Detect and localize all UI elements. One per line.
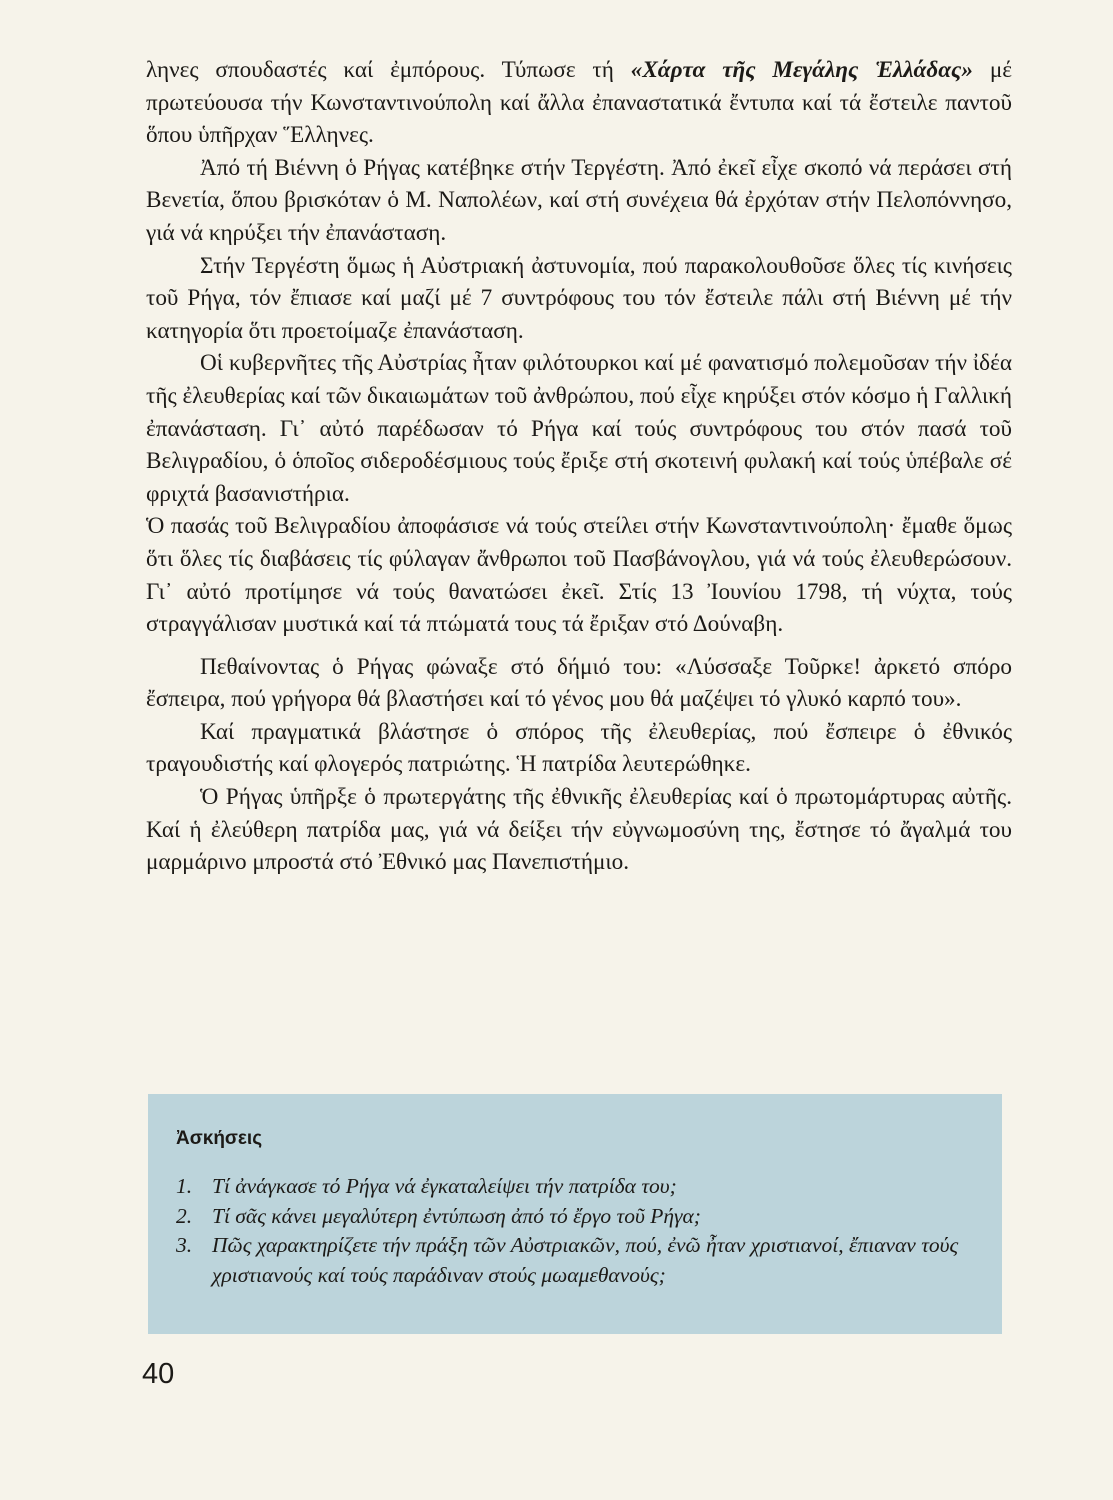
paragraph-8: Ὁ Ρήγας ὑπῆρξε ὁ πρωτεργάτης τῆς ἐθνικῆς ἐλευθερίας καί ὁ πρωτομάρτυρας αὐτῆς. Καί ἡ ἐλεύθερη πατρίδα μας, γιά νά δείξει τήν εὐγνωμοσύνη της, ἔστησε τό ἄγαλμά του μαρμάρινο μπροστά στό Ἐθνικό μας Πανεπιστήμιο. — [146, 784, 1012, 876]
exercise-question: Πῶς χαρακτηρίζετε τήν πράξη τῶν Αὐστριακῶν, πού, ἐνῶ ἦταν χριστιανοί, ἔπιαναν τούς χριστιανούς καί τούς παράδιναν στούς μωαμεθανούς; — [212, 1233, 959, 1287]
exercises-title: Ἀσκήσεις — [176, 1128, 263, 1149]
paragraph-7: Καί πραγματικά βλάστησε ὁ σπόρος τῆς ἐλευθερίας, πού ἔσπειρε ὁ ἐθνικός τραγουδιστής καί φλογερός πατριώτης. Ἡ πατρίδα λευτερώθηκε. — [146, 718, 1012, 778]
exercise-item — [176, 1231, 976, 1290]
paragraph-3: Στήν Τεργέστη ὅμως ἡ Αὐστριακή ἀστυνομία, πού παρακολουθοῦσε ὅλες τίς κινήσεις τοῦ Ρήγα, τόν ἔπιασε καί μαζί μέ 7 συντρόφους του τόν ἔστειλε πάλι στή Βιέννη μέ τήν κατηγορία ὅτι προετοίμαζε ἐπανάσταση. — [146, 252, 1012, 344]
exercise-question: Τί ἀνάγκασε τό Ρήγα νά ἐγκαταλείψει τήν πατρίδα του; — [212, 1174, 677, 1198]
map-title: «Χάρτα τῆς Μεγάλης Ἑλλάδας» — [630, 57, 973, 83]
exercise-number: 2. — [176, 1203, 193, 1228]
exercises-box — [148, 1094, 1002, 1334]
paragraph-6: Πεθαίνοντας ὁ Ρήγας φώναξε στό δήμιό του: «Λύσσαξε Τοῦρκε! ἀρκετό σπόρο ἔσπειρα, πού γρήγορα θά βλαστήσει καί τό γένος μου θά μαζέψει τό γλυκό καρπό του». — [146, 653, 1012, 713]
main-text — [146, 54, 1012, 879]
paragraph-4: Οἱ κυβερνῆτες τῆς Αὐστρίας ἦταν φιλότουρκοι καί μέ φανατισμό πολεμοῦσαν τήν ἰδέα τῆς ἐλευθερίας καί τῶν δικαιωμάτων τοῦ ἀνθρώπου, πού εἶχε κηρύξει στόν κόσμο ἡ Γαλλική ἐπανάσταση. Γι᾽ αὐτό παρέδωσαν τό Ρήγα καί τούς συντρόφους του στόν πασά τοῦ Βελιγραδίου, ὁ ὁποῖος σιδεροδέσμιους τούς ἔριξε στή σκοτεινή φυλακή καί τούς ὑπέβαλε σέ φριχτά βασανιστήρια. — [146, 350, 1012, 507]
paragraph-1-end: μέ πρωτεύουσα τήν Κωνσταντινούπολη καί ἄλλα ἐπαναστατικά ἔντυπα καί τά ἔστειλε παντοῦ ὅπου ὑπῆρχαν Ἕλληνες. — [146, 57, 1012, 149]
exercises-list — [176, 1172, 976, 1290]
paragraph-2: Ἀπό τή Βιέννη ὁ Ρήγας κατέβηκε στήν Τεργέστη. Ἀπό ἐκεῖ εἶχε σκοπό νά περάσει στή Βενετία, ὅπου βρισκόταν ὁ Μ. Ναπολέων, καί στή συνέχεια θά ἐρχόταν στήν Πελοπόννησο, γιά νά κηρύξει τήν ἐπανάσταση. — [146, 154, 1012, 246]
exercise-number: 3. — [176, 1233, 193, 1257]
paragraph-5: Ὁ πασάς τοῦ Βελιγραδίου ἀποφάσισε νά τούς στείλει στήν Κωνσταντινούπολη· ἔμαθε ὅμως ὅτι ὅλες τίς διαβάσεις τίς φύλαγαν ἄνθρωποι τοῦ Πασβάνογλου, γιά νά τούς ἐλευθερώσουν. Γι᾽ αὐτό προτίμησε νά τούς θανατώσει ἐκεῖ. Στίς 13 Ἰουνίου 1798, τή νύχτα, τούς στραγγάλισαν μυστικά καί τά πτώματά τους τά ἔριξαν στό Δούναβη. — [146, 513, 1012, 638]
paragraph-1-start: ληνες σπουδαστές καί ἐμπόρους. Τύπωσε τή — [146, 57, 631, 83]
page-number: 40 — [142, 1358, 175, 1390]
exercise-item — [176, 1172, 976, 1202]
exercise-question: Τί σᾶς κάνει μεγαλύτερη ἐντύπωση ἀπό τό ἔργο τοῦ Ρήγα; — [212, 1203, 701, 1228]
exercise-item — [176, 1202, 976, 1232]
exercise-number: 1. — [176, 1174, 193, 1198]
paragraph-1 — [146, 54, 1012, 152]
